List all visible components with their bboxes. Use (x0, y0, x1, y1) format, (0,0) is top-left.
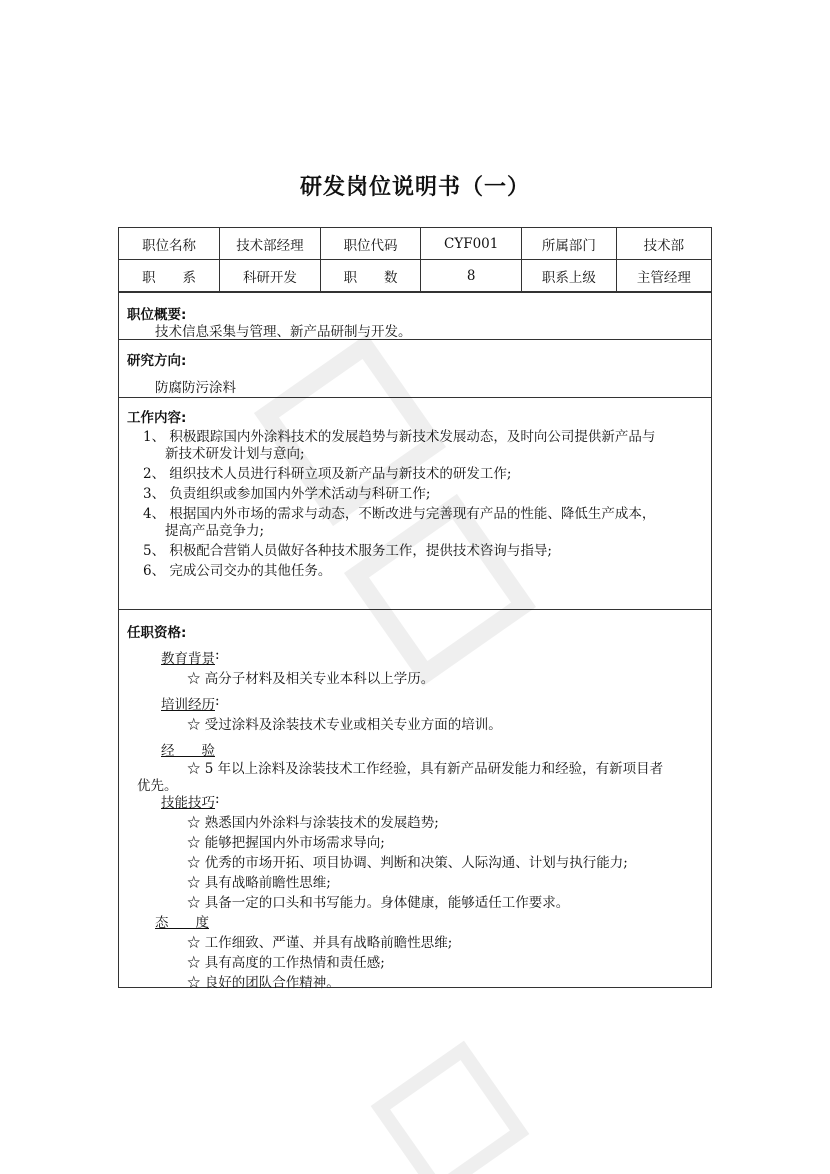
header-cell: 职 数 (320, 260, 421, 292)
list-item: 4、 根据国内外市场的需求与动态，不断改进与完善现有产品的性能、降低生产成本， (143, 506, 656, 522)
list-item: 5、 积极配合营销人员做好各种技术服务工作，提供技术咨询与指导; (143, 543, 552, 559)
list-item: 6、 完成公司交办的其他任务。 (143, 563, 332, 579)
list-item: 新技术研发计划与意向; (165, 446, 305, 462)
direction-text: 防腐防污涂料 (155, 380, 236, 396)
list-item: ☆ 具有战略前瞻性思维; (187, 875, 331, 891)
list-item: 1、 积极跟踪国内外涂料技术的发展趋势与新技术发展动态，及时向公司提供新产品与 (143, 429, 656, 445)
header-cell: 主管经理 (616, 260, 711, 292)
header-cell: 科研开发 (220, 260, 321, 292)
education-label: 教育背景 (161, 651, 215, 667)
qualify-section (119, 609, 711, 989)
experience-text: ☆ 5 年以上涂料及涂装技术工作经验，具有新产品研发能力和经验，有新项目者 (187, 761, 664, 777)
colon: : (215, 693, 220, 709)
work-title: 工作内容: (127, 410, 187, 426)
list-item: ☆ 具备一定的口头和书写能力。身体健康，能够适任工作要求。 (187, 895, 570, 911)
work-section (119, 397, 711, 609)
experience-text-cont: 优先。 (137, 778, 178, 794)
header-cell: 技术部经理 (220, 228, 321, 260)
table-row (119, 228, 711, 260)
experience-label: 经 验 (161, 743, 215, 759)
list-item: ☆ 熟悉国内外涂料与涂装技术的发展趋势; (187, 815, 439, 831)
header-table (119, 228, 711, 292)
training-text: ☆ 受过涂料及涂装技术专业或相关专业方面的培训。 (187, 717, 502, 733)
header-cell: 职系上级 (522, 260, 617, 292)
table-row (119, 260, 711, 292)
overview-section (119, 292, 711, 339)
direction-section (119, 339, 711, 397)
header-cell: 职位名称 (119, 228, 220, 260)
overview-title: 职位概要: (127, 307, 187, 323)
header-cell: 职位代码 (320, 228, 421, 260)
header-cell: 8 (421, 260, 522, 292)
list-item: 3、 负责组织或参加国内外学术活动与科研工作; (143, 486, 431, 502)
attitude-label: 态 度 (155, 915, 209, 931)
list-item: 2、 组织技术人员进行科研立项及新产品与新技术的研发工作; (143, 466, 512, 482)
training-label: 培训经历 (161, 697, 215, 713)
header-cell: 职 系 (119, 260, 220, 292)
header-cell: CYF001 (421, 228, 522, 260)
skills-label: 技能技巧 (161, 795, 215, 811)
qualify-title: 任职资格: (127, 625, 187, 641)
colon: : (215, 647, 220, 663)
job-description-sheet (118, 227, 712, 991)
list-item: ☆ 具有高度的工作热情和责任感; (187, 955, 385, 971)
header-cell: 技术部 (616, 228, 711, 260)
education-text: ☆ 高分子材料及相关专业本科以上学历。 (187, 671, 435, 687)
list-item: ☆ 工作细致、严谨、并具有战略前瞻性思维; (187, 935, 453, 951)
page-title: 研发岗位说明书（一） (299, 175, 530, 200)
list-item: 提高产品竞争力; (165, 523, 265, 539)
direction-title: 研究方向: (127, 353, 187, 369)
overview-text: 技术信息采集与管理、新产品研制与开发。 (155, 324, 412, 340)
list-item: ☆ 优秀的市场开拓、项目协调、判断和决策、人际沟通、计划与执行能力; (187, 855, 628, 871)
list-item: ☆ 能够把握国内外市场需求导向; (187, 835, 385, 851)
list-item: ☆ 良好的团队合作精神。 (187, 975, 340, 991)
header-cell: 所属部门 (522, 228, 617, 260)
colon: : (215, 791, 220, 807)
watermark-icon (360, 1040, 560, 1174)
